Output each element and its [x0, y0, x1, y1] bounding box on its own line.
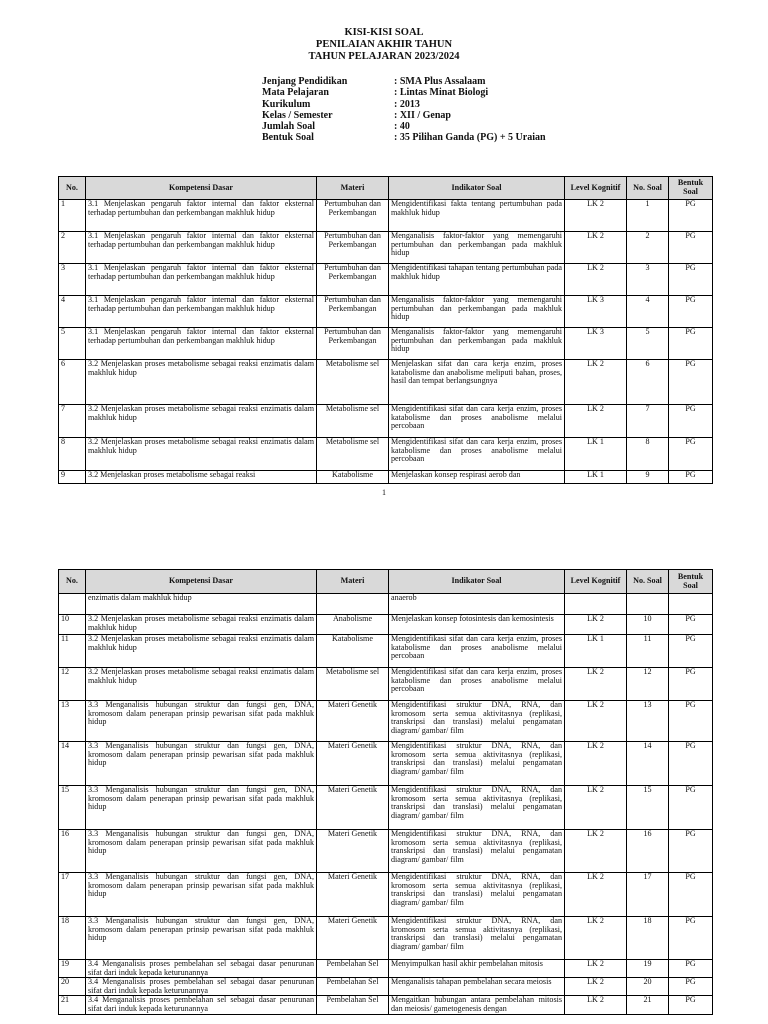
cell-no-soal: 15	[627, 786, 669, 830]
cell-no-soal: 12	[627, 668, 669, 701]
cell-level-kognitif: LK 2	[565, 742, 627, 786]
col-header-indikator: Indikator Soal	[389, 570, 565, 594]
cell-no-soal: 7	[627, 405, 669, 438]
cell-indikator: Mengidentifikasi sifat dan cara kerja enzim, proses katabolisme dan proses anabolisme melalui percobaan	[389, 635, 565, 668]
header-row	[59, 177, 713, 200]
table-row	[59, 701, 713, 742]
cell-bentuk-soal: PG	[669, 786, 713, 830]
cell-level-kognitif: LK 1	[565, 471, 627, 484]
cell-level-kognitif: LK 2	[565, 873, 627, 917]
cell-materi: Pertumbuhan dan Perkembangan	[317, 232, 389, 264]
table-row	[59, 786, 713, 830]
table-row	[59, 360, 713, 405]
cell-indikator: Menyimpulkan hasil akhir pembelahan mitosis	[389, 960, 565, 978]
cell-materi: Materi Genetik	[317, 917, 389, 960]
info-label: Jenjang Pendidikan	[262, 76, 348, 87]
cell-materi: Materi Genetik	[317, 830, 389, 873]
cell-no-soal: 21	[627, 996, 669, 1014]
cell-level-kognitif: LK 2	[565, 786, 627, 830]
cell-no: 8	[59, 438, 86, 471]
cell-no-soal: 18	[627, 917, 669, 960]
table-row	[59, 917, 713, 960]
doc-title: KISI-KISI SOAL	[344, 27, 424, 38]
cell-kompetensi-dasar: 3.1 Menjelaskan pengaruh faktor internal dan faktor eksternal terhadap pertumbuhan dan perkembangan makhluk hidup	[86, 328, 317, 360]
table-row	[59, 960, 713, 978]
cell-level-kognitif: LK 3	[565, 328, 627, 360]
cell-level-kognitif: LK 2	[565, 701, 627, 742]
info-value: : XII / Genap	[394, 109, 451, 121]
cell-no: 16	[59, 830, 86, 873]
cell-no: 10	[59, 615, 86, 635]
cell-kompetensi-dasar: 3.3 Menganalisis hubungan struktur dan fungsi gen, DNA, kromosom dalam penerapan prinsip pewarisan sifat pada makhluk hidup	[86, 873, 317, 917]
cell-indikator: Mengidentifikasi struktur DNA, RNA, dan kromosom serta semua aktivitasnya (replikasi, transkripsi dan translasi) melalui pengamatan diagram/ gambar/ film	[389, 742, 565, 786]
cell-bentuk-soal: PG	[669, 296, 713, 328]
cell-materi: Pertumbuhan dan Perkembangan	[317, 328, 389, 360]
col-header-level: Level Kognitif	[565, 570, 627, 594]
table-row	[59, 232, 713, 264]
info-row	[262, 99, 546, 110]
info-label: Bentuk Soal	[262, 132, 314, 144]
cell-bentuk-soal: PG	[669, 960, 713, 978]
cell-no: 21	[59, 996, 86, 1014]
cell-bentuk-soal: PG	[669, 264, 713, 296]
table-row	[59, 668, 713, 701]
cell-no: 17	[59, 873, 86, 917]
cell-materi: Anabolisme	[317, 615, 389, 635]
cell-kompetensi-dasar: 3.1 Menjelaskan pengaruh faktor internal dan faktor eksternal terhadap pertumbuhan dan perkembangan makhluk hidup	[86, 296, 317, 328]
cell-no: 11	[59, 635, 86, 668]
table-row	[59, 200, 713, 232]
cell-no-soal: 1	[627, 200, 669, 232]
cell-bentuk-soal: PG	[669, 200, 713, 232]
col-header-kompetensi: Kompetensi Dasar	[86, 570, 317, 594]
cell-no-soal: 14	[627, 742, 669, 786]
table-row	[59, 635, 713, 668]
info-row	[262, 110, 546, 121]
cell-level-kognitif: LK 2	[565, 200, 627, 232]
cell-kompetensi-dasar: 3.1 Menjelaskan pengaruh faktor internal dan faktor eksternal terhadap pertumbuhan dan perkembangan makhluk hidup	[86, 264, 317, 296]
cell-indikator: Mengidentifikasi tahapan tentang pertumbuhan pada makhluk hidup	[389, 264, 565, 296]
cell-bentuk-soal: PG	[669, 917, 713, 960]
cell-materi: Katabolisme	[317, 471, 389, 484]
col-header-level: Level Kognitif	[565, 177, 627, 200]
cell-indikator: Menjelaskan sifat dan cara kerja enzim, proses katabolisme dan anabolisme meliputi bahan, proses, hasil dan tempat berlangsungnya	[389, 360, 565, 405]
cell-no	[59, 594, 86, 615]
cell-no: 3	[59, 264, 86, 296]
table-row	[59, 978, 713, 996]
table-row	[59, 405, 713, 438]
table-row	[59, 594, 713, 615]
cell-kompetensi-dasar: 3.3 Menganalisis hubungan struktur dan fungsi gen, DNA, kromosom dalam penerapan prinsip pewarisan sifat pada makhluk hidup	[86, 917, 317, 960]
cell-indikator: Mengidentifikasi sifat dan cara kerja enzim, proses katabolisme dan proses anabolisme melalui percobaan	[389, 668, 565, 701]
cell-level-kognitif: LK 2	[565, 668, 627, 701]
grid-table-page-2	[58, 569, 713, 1015]
cell-no-soal: 8	[627, 438, 669, 471]
cell-indikator: Mengidentifikasi sifat dan cara kerja enzim, proses katabolisme dan proses anabolisme melalui percobaan	[389, 405, 565, 438]
cell-no-soal: 19	[627, 960, 669, 978]
cell-no-soal: 9	[627, 471, 669, 484]
cell-materi	[317, 594, 389, 615]
cell-no: 2	[59, 232, 86, 264]
cell-materi: Metabolisme sel	[317, 405, 389, 438]
cell-materi: Materi Genetik	[317, 786, 389, 830]
cell-kompetensi-dasar: 3.4 Menganalisis proses pembelahan sel sebagai dasar penurunan sifat dari induk kepada keturunannya	[86, 960, 317, 978]
cell-bentuk-soal: PG	[669, 635, 713, 668]
cell-materi: Metabolisme sel	[317, 668, 389, 701]
cell-materi: Materi Genetik	[317, 873, 389, 917]
cell-bentuk-soal	[669, 594, 713, 615]
cell-no-soal: 10	[627, 615, 669, 635]
cell-no: 1	[59, 200, 86, 232]
doc-subtitle: PENILAIAN AKHIR TAHUN	[315, 39, 453, 50]
cell-materi: Katabolisme	[317, 635, 389, 668]
table-row	[59, 615, 713, 635]
col-header-materi: Materi	[317, 570, 389, 594]
cell-bentuk-soal: PG	[669, 701, 713, 742]
cell-level-kognitif: LK 2	[565, 830, 627, 873]
cell-no: 4	[59, 296, 86, 328]
exam-info	[262, 76, 546, 144]
table-body	[59, 200, 713, 484]
cell-indikator: anaerob	[389, 594, 565, 615]
cell-level-kognitif	[565, 594, 627, 615]
page-number: 1	[382, 488, 386, 497]
cell-no-soal: 20	[627, 978, 669, 996]
col-header-indikator: Indikator Soal	[389, 177, 565, 200]
cell-bentuk-soal: PG	[669, 232, 713, 264]
cell-kompetensi-dasar: 3.2 Menjelaskan proses metabolisme sebagai reaksi	[86, 471, 317, 484]
cell-level-kognitif: LK 2	[565, 615, 627, 635]
cell-no: 19	[59, 960, 86, 978]
cell-bentuk-soal: PG	[669, 471, 713, 484]
cell-level-kognitif: LK 2	[565, 360, 627, 405]
info-value: : Lintas Minat Biologi	[394, 87, 489, 99]
cell-materi: Metabolisme sel	[317, 438, 389, 471]
cell-no: 15	[59, 786, 86, 830]
info-row	[262, 121, 546, 132]
cell-indikator: Mengaitkan hubungan antara pembelahan mitosis dan meiosis/ gametogenesis dengan	[389, 996, 565, 1014]
table-row	[59, 438, 713, 471]
cell-materi: Pertumbuhan dan Perkembangan	[317, 264, 389, 296]
cell-no: 12	[59, 668, 86, 701]
cell-indikator: Mengidentifikasi struktur DNA, RNA, dan kromosom serta semua aktivitasnya (replikasi, transkripsi dan translasi) melalui pengamatan diagram/ gambar/ film	[389, 830, 565, 873]
cell-kompetensi-dasar: 3.2 Menjelaskan proses metabolisme sebagai reaksi enzimatis dalam makhluk hidup	[86, 405, 317, 438]
cell-indikator: Menganalisis faktor-faktor yang memengaruhi pertumbuhan dan perkembangan pada makhluk hidup	[389, 328, 565, 360]
cell-no-soal: 3	[627, 264, 669, 296]
cell-kompetensi-dasar: 3.2 Menjelaskan proses metabolisme sebagai reaksi enzimatis dalam makhluk hidup	[86, 360, 317, 405]
cell-no: 14	[59, 742, 86, 786]
cell-level-kognitif: LK 2	[565, 978, 627, 996]
cell-level-kognitif: LK 2	[565, 996, 627, 1014]
cell-no: 18	[59, 917, 86, 960]
info-value: : 35 Pilihan Ganda (PG) + 5 Uraian	[394, 132, 546, 144]
table-row	[59, 471, 713, 484]
cell-kompetensi-dasar: 3.2 Menjelaskan proses metabolisme sebagai reaksi enzimatis dalam makhluk hidup	[86, 438, 317, 471]
cell-level-kognitif: LK 2	[565, 405, 627, 438]
cell-indikator: Mengidentifikasi struktur DNA, RNA, dan kromosom serta semua aktivitasnya (replikasi, transkripsi dan translasi) melalui pengamatan diagram/ gambar/ film	[389, 701, 565, 742]
cell-no-soal: 17	[627, 873, 669, 917]
cell-bentuk-soal: PG	[669, 830, 713, 873]
table-row	[59, 296, 713, 328]
cell-indikator: Menganalisis tahapan pembelahan secara meiosis	[389, 978, 565, 996]
cell-materi: Pertumbuhan dan Perkembangan	[317, 296, 389, 328]
cell-bentuk-soal: PG	[669, 438, 713, 471]
col-header-bentuk: Bentuk Soal	[669, 570, 713, 594]
cell-indikator: Mengidentifikasi fakta tentang pertumbuhan pada makhluk hidup	[389, 200, 565, 232]
cell-no-soal: 16	[627, 830, 669, 873]
col-header-no: No.	[59, 570, 86, 594]
info-label: Kelas / Semester	[262, 109, 333, 121]
cell-indikator: Mengidentifikasi struktur DNA, RNA, dan kromosom serta semua aktivitasnya (replikasi, transkripsi dan translasi) melalui pengamatan diagram/ gambar/ film	[389, 873, 565, 917]
cell-level-kognitif: LK 3	[565, 296, 627, 328]
col-header-nosoal: No. Soal	[627, 570, 669, 594]
cell-level-kognitif: LK 2	[565, 960, 627, 978]
cell-bentuk-soal: PG	[669, 742, 713, 786]
cell-kompetensi-dasar: 3.3 Menganalisis hubungan struktur dan fungsi gen, DNA, kromosom dalam penerapan prinsip pewarisan sifat pada makhluk hidup	[86, 786, 317, 830]
cell-no-soal: 4	[627, 296, 669, 328]
cell-level-kognitif: LK 1	[565, 635, 627, 668]
info-row	[262, 76, 546, 87]
table-body	[59, 594, 713, 1015]
cell-materi: Pembelahan Sel	[317, 960, 389, 978]
cell-materi: Pembelahan Sel	[317, 978, 389, 996]
cell-kompetensi-dasar: enzimatis dalam makhluk hidup	[86, 594, 317, 615]
cell-materi: Pembelahan Sel	[317, 996, 389, 1014]
col-header-materi: Materi	[317, 177, 389, 200]
cell-indikator: Menganalisis faktor-faktor yang memengaruhi pertumbuhan dan perkembangan pada makhluk hidup	[389, 232, 565, 264]
cell-no: 5	[59, 328, 86, 360]
cell-no: 13	[59, 701, 86, 742]
cell-indikator: Menjelaskan konsep respirasi aerob dan	[389, 471, 565, 484]
cell-no-soal: 13	[627, 701, 669, 742]
cell-no: 6	[59, 360, 86, 405]
cell-no: 7	[59, 405, 86, 438]
table-row	[59, 830, 713, 873]
cell-bentuk-soal: PG	[669, 996, 713, 1014]
cell-bentuk-soal: PG	[669, 328, 713, 360]
cell-no-soal: 2	[627, 232, 669, 264]
cell-level-kognitif: LK 2	[565, 232, 627, 264]
table-row	[59, 328, 713, 360]
col-header-nosoal: No. Soal	[627, 177, 669, 200]
cell-bentuk-soal: PG	[669, 615, 713, 635]
cell-materi: Pertumbuhan dan Perkembangan	[317, 200, 389, 232]
cell-kompetensi-dasar: 3.1 Menjelaskan pengaruh faktor internal dan faktor eksternal terhadap pertumbuhan dan perkembangan makhluk hidup	[86, 232, 317, 264]
cell-bentuk-soal: PG	[669, 668, 713, 701]
col-header-kompetensi: Kompetensi Dasar	[86, 177, 317, 200]
cell-indikator: Mengidentifikasi struktur DNA, RNA, dan kromosom serta semua aktivitasnya (replikasi, transkripsi dan translasi) melalui pengamatan diagram/ gambar/ film	[389, 786, 565, 830]
cell-level-kognitif: LK 2	[565, 264, 627, 296]
info-value: : SMA Plus Assalaam	[394, 76, 486, 87]
cell-bentuk-soal: PG	[669, 405, 713, 438]
cell-kompetensi-dasar: 3.4 Menganalisis proses pembelahan sel sebagai dasar penurunan sifat dari induk kepada keturunannya	[86, 978, 317, 996]
cell-no: 20	[59, 978, 86, 996]
info-row	[262, 132, 546, 143]
cell-level-kognitif: LK 2	[565, 917, 627, 960]
cell-kompetensi-dasar: 3.2 Menjelaskan proses metabolisme sebagai reaksi enzimatis dalam makhluk hidup	[86, 668, 317, 701]
table-row	[59, 264, 713, 296]
cell-no: 9	[59, 471, 86, 484]
cell-no-soal	[627, 594, 669, 615]
table-row	[59, 873, 713, 917]
cell-kompetensi-dasar: 3.1 Menjelaskan pengaruh faktor internal dan faktor eksternal terhadap pertumbuhan dan perkembangan makhluk hidup	[86, 200, 317, 232]
cell-indikator: Menjelaskan konsep fotosintesis dan kemosintesis	[389, 615, 565, 635]
cell-level-kognitif: LK 1	[565, 438, 627, 471]
cell-materi: Metabolisme sel	[317, 360, 389, 405]
cell-bentuk-soal: PG	[669, 978, 713, 996]
cell-kompetensi-dasar: 3.3 Menganalisis hubungan struktur dan fungsi gen, DNA, kromosom dalam penerapan prinsip pewarisan sifat pada makhluk hidup	[86, 830, 317, 873]
cell-no-soal: 5	[627, 328, 669, 360]
cell-indikator: Mengidentifikasi struktur DNA, RNA, dan kromosom serta semua aktivitasnya (replikasi, transkripsi dan translasi) melalui pengamatan diagram/ gambar/ film	[389, 917, 565, 960]
cell-indikator: Mengidentifikasi sifat dan cara kerja enzim, proses katabolisme dan proses anabolisme melalui percobaan	[389, 438, 565, 471]
cell-kompetensi-dasar: 3.3 Menganalisis hubungan struktur dan fungsi gen, DNA, kromosom dalam penerapan prinsip pewarisan sifat pada makhluk hidup	[86, 742, 317, 786]
cell-bentuk-soal: PG	[669, 873, 713, 917]
table-row	[59, 742, 713, 786]
col-header-bentuk: Bentuk Soal	[669, 177, 713, 200]
cell-materi: Materi Genetik	[317, 742, 389, 786]
info-value: : 2013	[394, 98, 420, 110]
cell-no-soal: 6	[627, 360, 669, 405]
cell-bentuk-soal: PG	[669, 360, 713, 405]
cell-kompetensi-dasar: 3.3 Menganalisis hubungan struktur dan fungsi gen, DNA, kromosom dalam penerapan prinsip pewarisan sifat pada makhluk hidup	[86, 701, 317, 742]
table-row	[59, 996, 713, 1014]
cell-no-soal: 11	[627, 635, 669, 668]
col-header-no: No.	[59, 177, 86, 200]
info-label: Mata Pelajaran	[262, 87, 329, 99]
info-row	[262, 87, 546, 98]
cell-kompetensi-dasar: 3.2 Menjelaskan proses metabolisme sebagai reaksi enzimatis dalam makhluk hidup	[86, 615, 317, 635]
grid-table-page-1	[58, 176, 713, 484]
cell-indikator: Menganalisis faktor-faktor yang memengaruhi pertumbuhan dan perkembangan pada makhluk hidup	[389, 296, 565, 328]
cell-kompetensi-dasar: 3.4 Menganalisis proses pembelahan sel sebagai dasar penurunan sifat dari induk kepada keturunannya	[86, 996, 317, 1014]
header-row	[59, 570, 713, 594]
cell-materi: Materi Genetik	[317, 701, 389, 742]
cell-kompetensi-dasar: 3.2 Menjelaskan proses metabolisme sebagai reaksi enzimatis dalam makhluk hidup	[86, 635, 317, 668]
info-label: Jumlah Soal	[262, 121, 316, 133]
info-value: : 40	[394, 121, 410, 133]
info-label: Kurikulum	[262, 98, 311, 110]
doc-year: TAHUN PELAJARAN 2023/2024	[308, 51, 460, 62]
